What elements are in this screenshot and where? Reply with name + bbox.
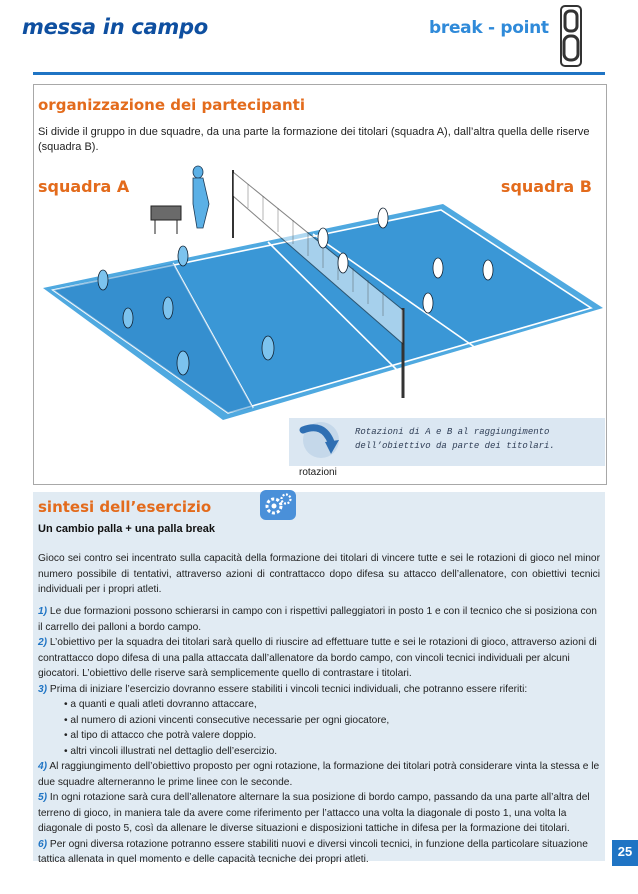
step-item — [38, 759, 600, 790]
list-item: • a quanti e quali atleti dovranno attaccare, — [64, 697, 600, 713]
step-item — [38, 682, 600, 698]
exercise-summary: Gioco sei contro sei incentrato sulla capacità della formazione dei titolari di vincere tutte e sei le rotazioni di gioco nel minor numero possibile di tentativi, attraverso azioni di contrattacco dopo difesa su attacco dell’allenatore, con obiettivi tecnici individuali per i propri atleti. — [38, 553, 600, 595]
step-text: Al raggiungimento dell’obiettivo proposto per ogni rotazione, la formazione dei titolari potrà considerare vinta la stessa e le due squadre alterneranno le prime linee con le seconde. — [38, 761, 600, 788]
step-text: Per ogni diversa rotazione potranno essere stabiliti nuovi e diversi vincoli tecnici, in funzione della particolare situazione tattica allenata in quel momento e delle capacità tecniche dei propri atleti. — [38, 838, 588, 865]
team-b-label: squadra B — [500, 177, 592, 196]
step-number: 3) — [38, 683, 48, 695]
chapter-number-badge — [560, 5, 582, 67]
step-number: 2) — [38, 637, 48, 648]
step-item — [38, 837, 600, 868]
step-number: 5) — [38, 792, 48, 803]
list-item: • al tipo di attacco che potrà valere doppio. — [64, 728, 600, 744]
rotation-arrow-icon — [293, 420, 345, 460]
step-number: 6) — [38, 838, 48, 850]
step-text: In ogni rotazione sarà cura dell’allenatore alternare la sua posizione di bordo campo, passando da una parte all’altra del terreno di gioco, in maniera tale da avere come riferimento per l’attacco una volta la diagonale di posto 1, una volta la diagonale di posto 5, così da allenare le diverse situazioni e disposizioni tattiche in difesa per la formazione dei titolari. — [38, 792, 590, 834]
exercise-steps — [38, 604, 600, 868]
step-number: 1) — [38, 606, 48, 617]
volleyball-court-illustration — [43, 158, 603, 420]
rotation-note: Rotazioni di A e B al raggiungimento dell’obiettivo da parte dei titolari. — [355, 427, 555, 451]
summary-title: sintesi dell’esercizio — [38, 498, 212, 516]
constraint-list — [38, 697, 600, 759]
gears-icon — [258, 488, 298, 522]
step-text: L’obiettivo per la squadra dei titolari sarà quello di riuscire ad effettuare tutte e sei le rotazioni di gioco, attraverso azioni di contrattacco dopo difesa di una palla attaccata dall’allenatore da bordo campo, con vincoli tecnici individuali per alcuni giocatori. L’obiettivo delle riserve sarà semplicemente quello di contrastare i titolari. — [38, 637, 597, 679]
exercise-subtitle: Un cambio palla + una palla break — [38, 523, 215, 535]
list-item: • altri vincoli illustrati nel dettaglio dell’esercizio. — [64, 744, 600, 760]
team-a-label: squadra A — [38, 177, 130, 196]
page-number: 25 — [617, 844, 633, 859]
organization-title: organizzazione dei partecipanti — [38, 96, 305, 114]
header-title: messa in campo — [22, 15, 208, 39]
rotation-label: rotazioni — [299, 467, 337, 478]
organization-text: Si divide il gruppo in due squadre, da una parte la formazione dei titolari (squadra A), dall’altra quella delle riserve (squadra B). — [38, 126, 590, 153]
header-section: break - point — [429, 18, 549, 38]
step-item — [38, 635, 600, 682]
step-text: Prima di iniziare l’esercizio dovranno essere stabiliti i vincoli tecnici individuali, che potranno essere riferiti: — [49, 683, 528, 695]
step-text: Le due formazioni possono schierarsi in campo con i rispettivi palleggiatori in posto 1 e con il tecnico che si posiziona con il carrello dei palloni a bordo campo. — [38, 606, 597, 633]
step-item — [38, 790, 600, 837]
list-item: • al numero di azioni vincenti consecutive necessarie per ogni giocatore, — [64, 713, 600, 729]
page-number-badge — [612, 840, 638, 866]
step-number: 4) — [38, 761, 48, 772]
step-item — [38, 604, 600, 635]
